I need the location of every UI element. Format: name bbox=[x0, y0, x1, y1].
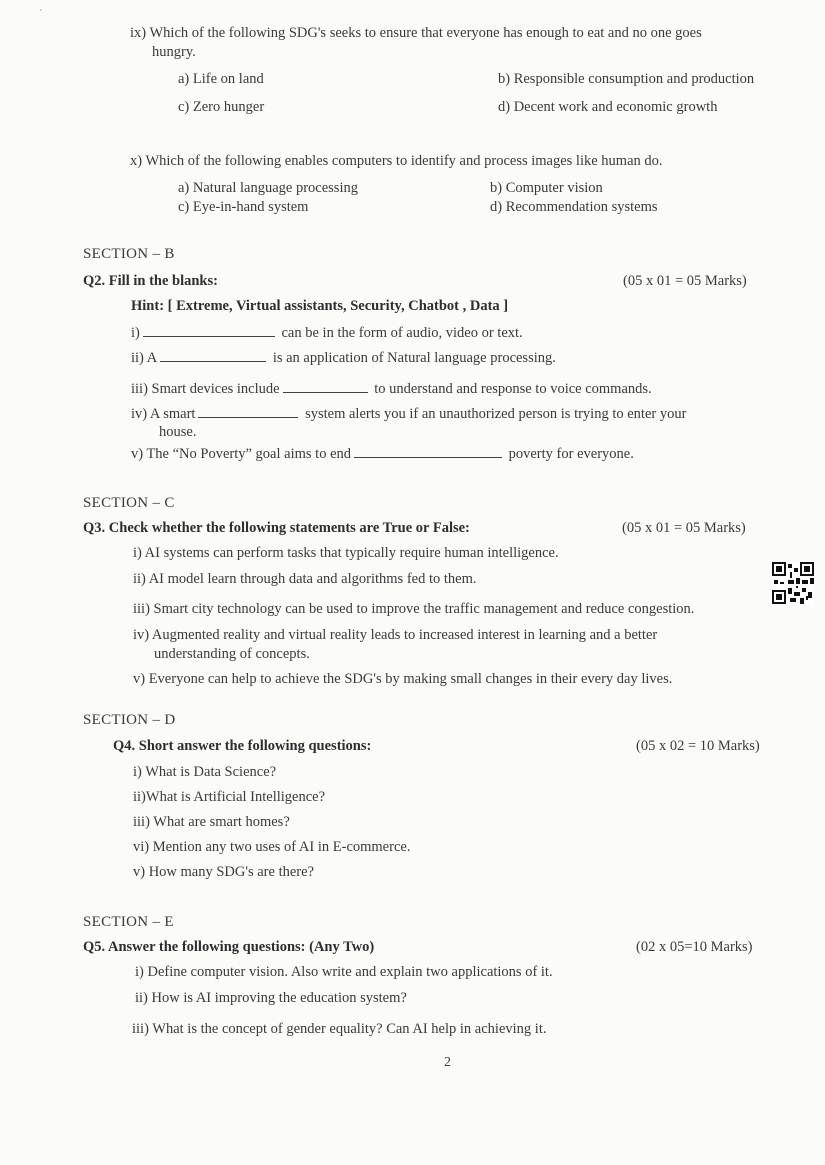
option-a: a) Life on land bbox=[178, 71, 264, 87]
q3-marks: (05 x 01 = 05 Marks) bbox=[622, 520, 746, 536]
section-e-heading: SECTION – E bbox=[83, 914, 174, 930]
question-text: Which of the following enables computers to identify and process images like human do. bbox=[145, 153, 663, 169]
question-number: ix) bbox=[130, 25, 147, 41]
question-text-cont: hungry. bbox=[152, 44, 196, 60]
q2-marks: (05 x 01 = 05 Marks) bbox=[623, 273, 747, 289]
statement-ii: ii) AI model learn through data and algorithms fed to them. bbox=[133, 571, 477, 587]
statement-iv-cont: understanding of concepts. bbox=[154, 646, 310, 662]
q4-marks: (05 x 02 = 10 Marks) bbox=[636, 738, 760, 754]
long-question-i: i) Define computer vision. Also write and explain two applications of it. bbox=[135, 964, 553, 980]
scan-mark: ′ bbox=[40, 8, 43, 19]
question-ix bbox=[130, 25, 702, 42]
answer-blank[interactable] bbox=[198, 405, 298, 418]
statement-v: v) Everyone can help to achieve the SDG's by making small changes in their every day lives. bbox=[133, 671, 673, 687]
option-d: d) Recommendation systems bbox=[490, 199, 658, 215]
section-c-heading: SECTION – C bbox=[83, 495, 175, 511]
q4-title: Q4. Short answer the following questions: bbox=[113, 738, 372, 754]
q2-title: Q2. Fill in the blanks: bbox=[83, 273, 218, 289]
statement-iv: iv) Augmented reality and virtual reality leads to increased interest in learning and a better bbox=[133, 627, 658, 643]
short-question-iii: iii) What are smart homes? bbox=[133, 814, 290, 830]
q5-title: Q5. Answer the following questions: (Any Two) bbox=[83, 939, 375, 955]
hint-line bbox=[131, 298, 508, 315]
option-d: d) Decent work and economic growth bbox=[498, 99, 718, 115]
blank-item-i: i) can be in the form of audio, video or text. bbox=[131, 325, 523, 341]
answer-blank[interactable] bbox=[354, 445, 502, 458]
blank-item-ii: ii) A is an application of Natural language processing. bbox=[131, 350, 556, 366]
option-b: b) Responsible consumption and production bbox=[498, 71, 755, 87]
page-number: 2 bbox=[444, 1055, 451, 1070]
blank-item-iii: iii) Smart devices include to understand and response to voice commands. bbox=[131, 381, 652, 397]
question-x bbox=[130, 153, 663, 170]
question-number: x) bbox=[130, 153, 143, 169]
blank-item-v: v) The “No Poverty” goal aims to end poverty for everyone. bbox=[131, 446, 634, 462]
short-question-ii: ii)What is Artificial Intelligence? bbox=[133, 789, 326, 805]
option-c: c) Zero hunger bbox=[178, 99, 265, 115]
long-question-iii: iii) What is the concept of gender equality? Can AI help in achieving it. bbox=[132, 1021, 547, 1037]
blank-item-iv-cont: house. bbox=[159, 424, 197, 440]
q5-marks: (02 x 05=10 Marks) bbox=[636, 939, 753, 955]
hint-label: Hint: bbox=[131, 298, 165, 314]
statement-iii: iii) Smart city technology can be used to improve the traffic management and reduce congestion. bbox=[133, 601, 695, 617]
section-b-heading: SECTION – B bbox=[83, 246, 175, 262]
option-b: b) Computer vision bbox=[490, 180, 603, 196]
statement-i: i) AI systems can perform tasks that typically require human intelligence. bbox=[133, 545, 559, 561]
qr-code-icon bbox=[772, 562, 814, 604]
answer-blank[interactable] bbox=[283, 380, 368, 393]
question-text: Which of the following SDG's seeks to ensure that everyone has enough to eat and no one goes bbox=[149, 25, 702, 41]
hint-words: [ Extreme, Virtual assistants, Security, Chatbot , Data ] bbox=[167, 298, 509, 314]
short-question-v: v) How many SDG's are there? bbox=[133, 864, 314, 880]
section-d-heading: SECTION – D bbox=[83, 712, 176, 728]
q3-title: Q3. Check whether the following statements are True or False: bbox=[83, 520, 470, 536]
long-question-ii: ii) How is AI improving the education system? bbox=[135, 990, 407, 1006]
option-a: a) Natural language processing bbox=[178, 180, 358, 196]
option-c: c) Eye-in-hand system bbox=[178, 199, 309, 215]
blank-item-iv: iv) A smart system alerts you if an unauthorized person is trying to enter your bbox=[131, 406, 687, 422]
answer-blank[interactable] bbox=[143, 324, 275, 337]
short-question-i: i) What is Data Science? bbox=[133, 764, 277, 780]
short-question-vi: vi) Mention any two uses of AI in E-commerce. bbox=[133, 839, 411, 855]
answer-blank[interactable] bbox=[160, 349, 266, 362]
